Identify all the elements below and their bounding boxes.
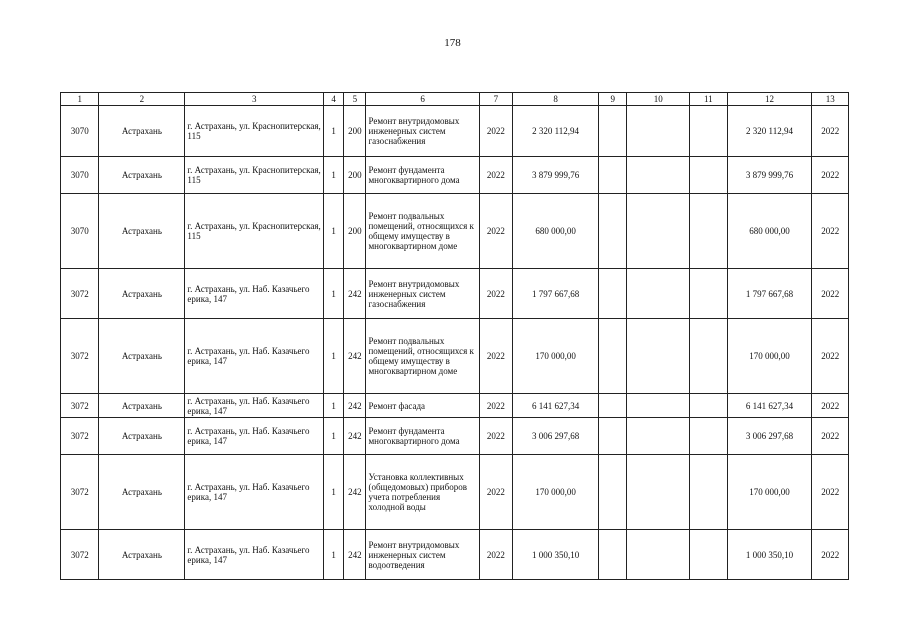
cell-col-4: 1 [323, 106, 343, 157]
cell-object-id: 3070 [61, 157, 99, 194]
cell-col-10 [627, 157, 690, 194]
cell-cost: 680 000,00 [727, 194, 812, 269]
col-header-12: 12 [727, 93, 812, 106]
table-row [61, 269, 849, 319]
cell-object-id: 3072 [61, 319, 99, 394]
cell-work-type: Ремонт внутридомовых инженерных систем водоотведения [366, 530, 479, 580]
cell-col-10 [627, 418, 690, 455]
cell-municipality: Астрахань [99, 157, 185, 194]
cell-completion-year: 2022 [812, 455, 849, 530]
cell-address: г. Астрахань, ул. Краснопитерская, 115 [185, 157, 324, 194]
cell-year: 2022 [479, 530, 512, 580]
cell-col-4: 1 [323, 194, 343, 269]
cell-municipality: Астрахань [99, 194, 185, 269]
cell-col-9 [599, 106, 627, 157]
cell-col-5: 242 [344, 418, 366, 455]
cell-col-5: 242 [344, 530, 366, 580]
cell-col-10 [627, 194, 690, 269]
cell-total-cost: 3 879 999,76 [513, 157, 599, 194]
cell-col-11 [690, 319, 727, 394]
cell-municipality: Астрахань [99, 455, 185, 530]
cell-object-id: 3072 [61, 394, 99, 418]
cell-total-cost: 3 006 297,68 [513, 418, 599, 455]
col-header-1: 1 [61, 93, 99, 106]
cell-col-11 [690, 418, 727, 455]
cell-year: 2022 [479, 269, 512, 319]
cell-completion-year: 2022 [812, 269, 849, 319]
cell-total-cost: 1 797 667,68 [513, 269, 599, 319]
cell-work-type: Ремонт фундамента многоквартирного дома [366, 418, 479, 455]
cell-completion-year: 2022 [812, 157, 849, 194]
cell-col-11 [690, 455, 727, 530]
cell-year: 2022 [479, 106, 512, 157]
cell-col-10 [627, 269, 690, 319]
cell-col-11 [690, 157, 727, 194]
col-header-13: 13 [812, 93, 849, 106]
cell-col-11 [690, 269, 727, 319]
cell-completion-year: 2022 [812, 106, 849, 157]
col-header-3: 3 [185, 93, 324, 106]
cell-completion-year: 2022 [812, 319, 849, 394]
cell-address: г. Астрахань, ул. Наб. Казачьего ерика, 147 [185, 319, 324, 394]
cell-work-type: Ремонт подвальных помещений, относящихся к общему имуществу в многоквартирном доме [366, 319, 479, 394]
col-header-10: 10 [627, 93, 690, 106]
col-header-5: 5 [344, 93, 366, 106]
cell-year: 2022 [479, 394, 512, 418]
cell-object-id: 3070 [61, 106, 99, 157]
cell-work-type: Ремонт фасада [366, 394, 479, 418]
cell-address: г. Астрахань, ул. Наб. Казачьего ерика, 147 [185, 530, 324, 580]
cell-cost: 3 879 999,76 [727, 157, 812, 194]
cell-object-id: 3072 [61, 269, 99, 319]
cell-year: 2022 [479, 418, 512, 455]
cell-total-cost: 1 000 350,10 [513, 530, 599, 580]
cell-col-5: 242 [344, 455, 366, 530]
cell-municipality: Астрахань [99, 394, 185, 418]
cell-object-id: 3072 [61, 418, 99, 455]
cell-completion-year: 2022 [812, 394, 849, 418]
cell-cost: 170 000,00 [727, 455, 812, 530]
cell-col-5: 242 [344, 394, 366, 418]
cell-col-9 [599, 394, 627, 418]
cell-object-id: 3072 [61, 455, 99, 530]
capital-repair-table [60, 92, 849, 580]
cell-municipality: Астрахань [99, 530, 185, 580]
cell-col-11 [690, 194, 727, 269]
cell-year: 2022 [479, 157, 512, 194]
cell-col-9 [599, 418, 627, 455]
cell-col-5: 242 [344, 269, 366, 319]
col-header-7: 7 [479, 93, 512, 106]
cell-total-cost: 170 000,00 [513, 455, 599, 530]
cell-col-9 [599, 530, 627, 580]
cell-col-9 [599, 269, 627, 319]
cell-address: г. Астрахань, ул. Краснопитерская, 115 [185, 194, 324, 269]
cell-col-9 [599, 194, 627, 269]
cell-cost: 3 006 297,68 [727, 418, 812, 455]
cell-cost: 1 797 667,68 [727, 269, 812, 319]
cell-work-type: Ремонт внутридомовых инженерных систем газоснабжения [366, 106, 479, 157]
cell-col-4: 1 [323, 319, 343, 394]
cell-completion-year: 2022 [812, 194, 849, 269]
table-row [61, 194, 849, 269]
cell-address: г. Астрахань, ул. Наб. Казачьего ерика, 147 [185, 269, 324, 319]
cell-work-type: Ремонт внутридомовых инженерных систем газоснабжения [366, 269, 479, 319]
cell-col-5: 200 [344, 157, 366, 194]
cell-total-cost: 170 000,00 [513, 319, 599, 394]
cell-col-9 [599, 455, 627, 530]
cell-address: г. Астрахань, ул. Наб. Казачьего ерика, 147 [185, 394, 324, 418]
cell-col-4: 1 [323, 530, 343, 580]
cell-cost: 6 141 627,34 [727, 394, 812, 418]
col-header-4: 4 [323, 93, 343, 106]
cell-work-type: Ремонт фундамента многоквартирного дома [366, 157, 479, 194]
cell-col-4: 1 [323, 157, 343, 194]
cell-year: 2022 [479, 455, 512, 530]
table-row [61, 319, 849, 394]
col-header-11: 11 [690, 93, 727, 106]
cell-work-type: Установка коллективных (общедомовых) приборов учета потребления холодной воды [366, 455, 479, 530]
cell-object-id: 3070 [61, 194, 99, 269]
cell-col-4: 1 [323, 394, 343, 418]
cell-completion-year: 2022 [812, 530, 849, 580]
cell-col-10 [627, 530, 690, 580]
cell-col-5: 242 [344, 319, 366, 394]
cell-col-10 [627, 106, 690, 157]
cell-address: г. Астрахань, ул. Наб. Казачьего ерика, 147 [185, 418, 324, 455]
cell-total-cost: 2 320 112,94 [513, 106, 599, 157]
cell-col-4: 1 [323, 455, 343, 530]
cell-col-10 [627, 319, 690, 394]
cell-object-id: 3072 [61, 530, 99, 580]
cell-municipality: Астрахань [99, 418, 185, 455]
table-row [61, 418, 849, 455]
cell-col-5: 200 [344, 106, 366, 157]
cell-municipality: Астрахань [99, 106, 185, 157]
cell-col-11 [690, 394, 727, 418]
cell-completion-year: 2022 [812, 418, 849, 455]
cell-cost: 2 320 112,94 [727, 106, 812, 157]
table-row [61, 394, 849, 418]
cell-year: 2022 [479, 194, 512, 269]
cell-cost: 170 000,00 [727, 319, 812, 394]
cell-municipality: Астрахань [99, 319, 185, 394]
cell-col-4: 1 [323, 269, 343, 319]
table-row [61, 530, 849, 580]
col-header-2: 2 [99, 93, 185, 106]
col-header-6: 6 [366, 93, 479, 106]
cell-work-type: Ремонт подвальных помещений, относящихся к общему имуществу в многоквартирном доме [366, 194, 479, 269]
table-row [61, 455, 849, 530]
cell-col-9 [599, 157, 627, 194]
cell-col-11 [690, 530, 727, 580]
cell-cost: 1 000 350,10 [727, 530, 812, 580]
header-row [61, 93, 849, 106]
cell-col-10 [627, 394, 690, 418]
cell-total-cost: 6 141 627,34 [513, 394, 599, 418]
table-row [61, 106, 849, 157]
cell-municipality: Астрахань [99, 269, 185, 319]
page-number: 178 [444, 37, 461, 49]
cell-col-9 [599, 319, 627, 394]
cell-year: 2022 [479, 319, 512, 394]
cell-total-cost: 680 000,00 [513, 194, 599, 269]
cell-col-10 [627, 455, 690, 530]
col-header-8: 8 [513, 93, 599, 106]
cell-address: г. Астрахань, ул. Краснопитерская, 115 [185, 106, 324, 157]
cell-col-4: 1 [323, 418, 343, 455]
table-row [61, 157, 849, 194]
cell-col-5: 200 [344, 194, 366, 269]
cell-col-11 [690, 106, 727, 157]
col-header-9: 9 [599, 93, 627, 106]
cell-address: г. Астрахань, ул. Наб. Казачьего ерика, 147 [185, 455, 324, 530]
